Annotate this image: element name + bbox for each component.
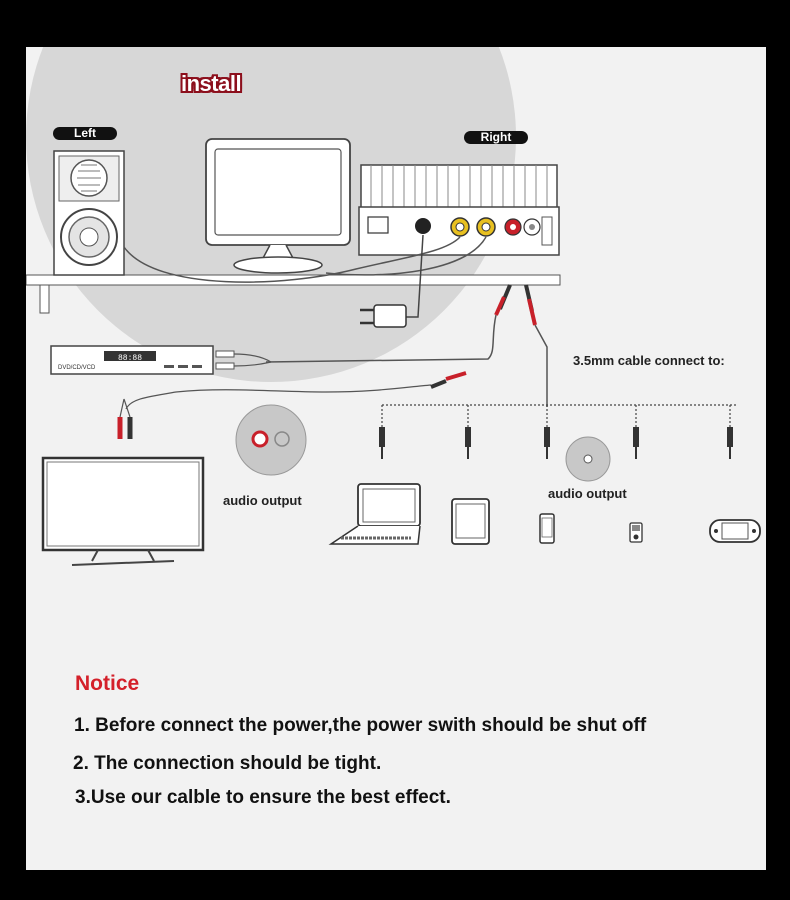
game-console-icon — [710, 520, 760, 542]
audio-output-label-left: audio output — [223, 493, 302, 508]
phone-icon — [540, 514, 554, 543]
notice-item-1: 1. Before connect the power,the power swith should be shut off — [74, 715, 647, 736]
cable-label: 3.5mm cable connect to: — [573, 353, 725, 368]
connection-diagram — [26, 47, 766, 647]
notice-item-2: 2. The connection should be tight. — [73, 753, 382, 774]
tv-icon — [43, 458, 203, 565]
mp3-player-icon — [630, 523, 642, 542]
disc-icon — [236, 405, 306, 475]
rca-plug-icon — [496, 285, 535, 325]
install-title: install — [181, 71, 242, 96]
tablet-icon — [452, 499, 489, 544]
dvd-display: 88:88 — [117, 354, 143, 363]
audio-output-label-right: audio output — [548, 486, 627, 501]
disc-icon — [566, 437, 610, 481]
notice-item-3: 3.Use our calble to ensure the best effect. — [75, 787, 451, 808]
speaker-icon — [54, 151, 124, 275]
aux-jack-icons — [379, 427, 733, 459]
notice-title: Notice — [75, 672, 140, 695]
aux-cable — [535, 325, 547, 407]
install-panel — [26, 47, 766, 870]
dvd-player-icon — [51, 346, 234, 374]
right-unit-label: Right — [464, 131, 528, 144]
laptop-icon — [331, 484, 420, 544]
dvd-label: DVD/CD/VCD — [58, 365, 96, 371]
left-speaker-label: Left — [53, 127, 117, 140]
amplifier-icon — [359, 165, 559, 255]
